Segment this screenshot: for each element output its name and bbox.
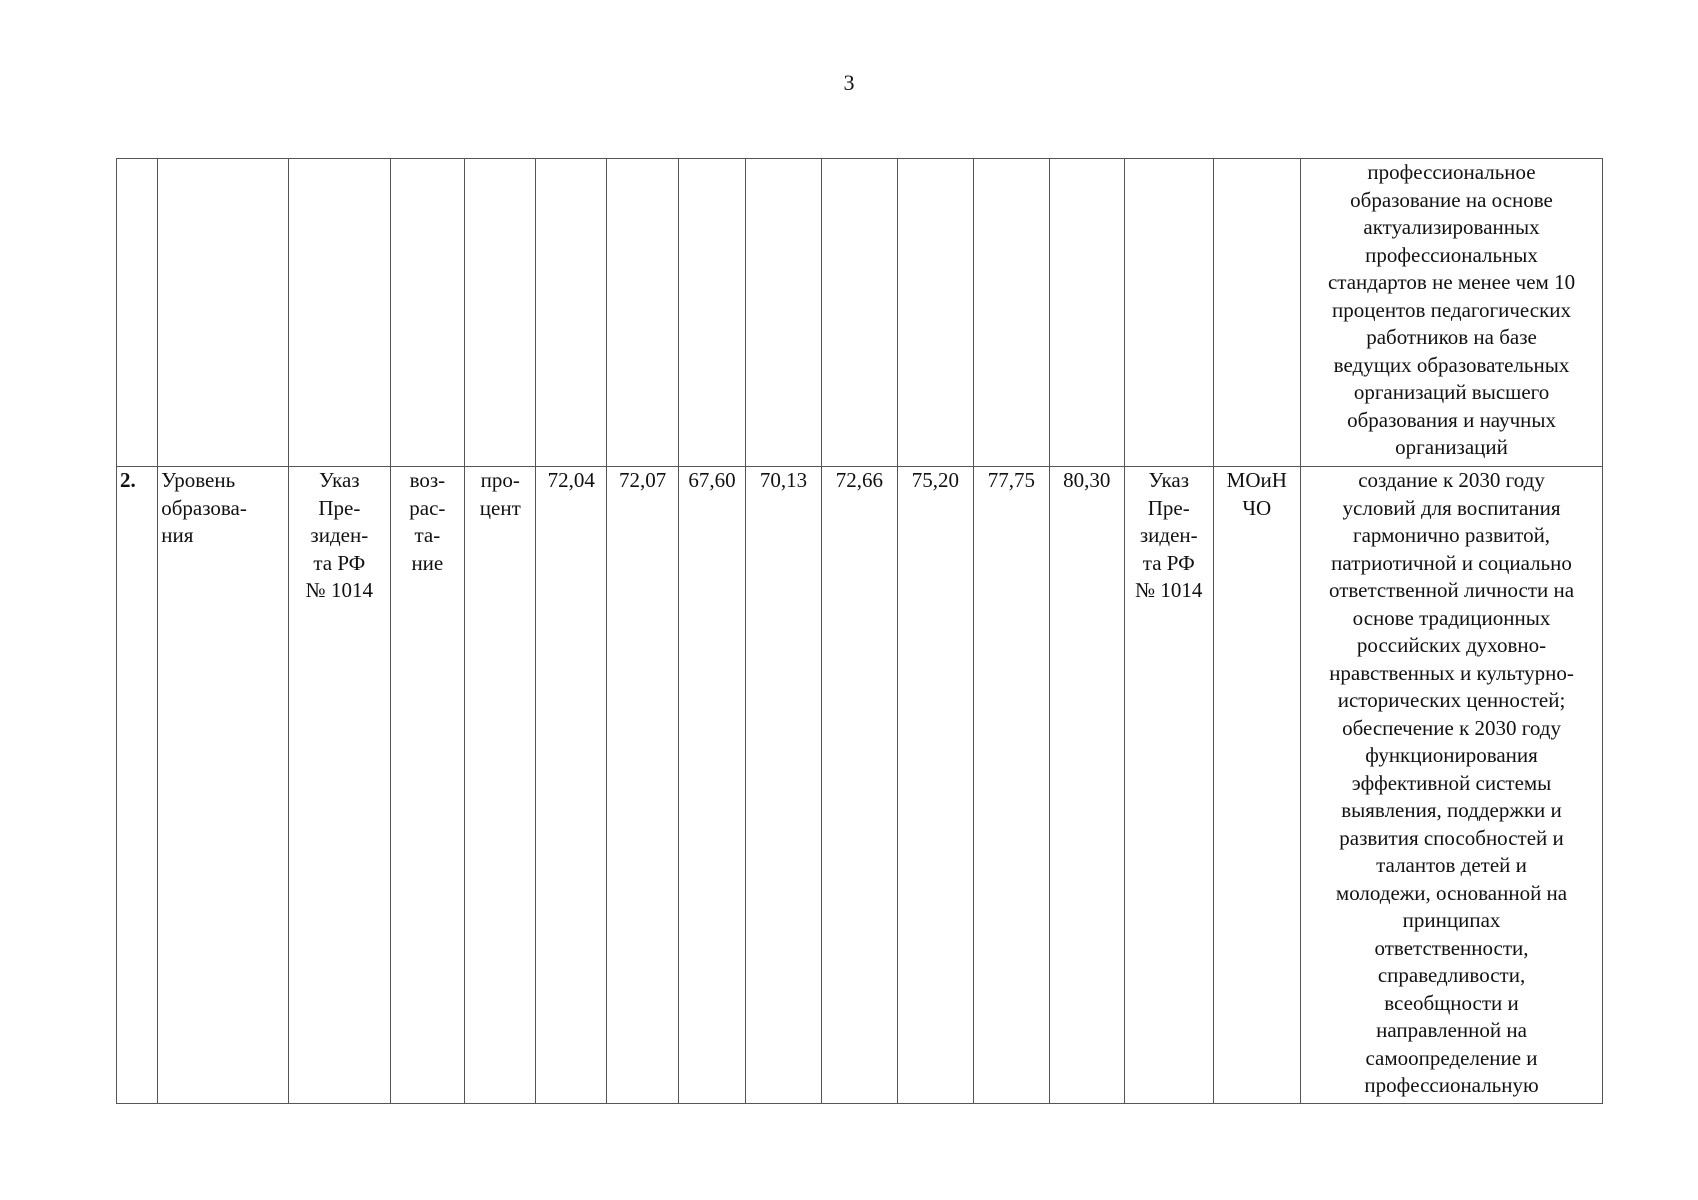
- value-cell: 75,20: [897, 467, 973, 1104]
- value-cell: [536, 159, 606, 467]
- trend-cell: воз- рас- та- ние: [390, 467, 464, 1104]
- document-cell: [1125, 159, 1214, 467]
- trend-cell: [390, 159, 464, 467]
- page-number: 3: [843, 70, 855, 95]
- value-cell: [679, 159, 745, 467]
- indicators-table: [116, 158, 1603, 1104]
- indicator-name: [158, 159, 289, 467]
- unit-cell: [465, 159, 536, 467]
- row-number: 2.: [117, 467, 158, 1104]
- responsible-cell: [1213, 159, 1301, 467]
- value-cell: [974, 159, 1049, 467]
- table-row: [117, 159, 1603, 467]
- value-cell: [897, 159, 973, 467]
- basis-cell: [289, 159, 391, 467]
- document-cell: Указ Пре- зиден- та РФ № 1014: [1125, 467, 1214, 1104]
- value-cell: 67,60: [679, 467, 745, 1104]
- value-cell: [1049, 159, 1124, 467]
- value-cell: [745, 159, 821, 467]
- goal-cell: профессиональное образование на основе актуализированных профессиональных стандартов не менее чем 10 процентов педагогических работников на базе ведущих образовательных организаций высшего образования и научных организаций: [1301, 159, 1603, 467]
- indicator-name: Уровень образова- ния: [158, 467, 289, 1104]
- value-cell: 70,13: [745, 467, 821, 1104]
- value-cell: 77,75: [974, 467, 1049, 1104]
- value-cell: 72,66: [822, 467, 897, 1104]
- responsible-cell: МОиН ЧО: [1213, 467, 1301, 1104]
- goal-cell: создание к 2030 году условий для воспитания гармонично развитой, патриотичной и социально ответственной личности на основе традиционных российских духовно- нравственных и культурно- исторических ценностей; обеспечение к 2030 году функционирования эффективной системы выявления, поддержки и развития способностей и талантов детей и молодежи, основанной на принципах ответственности, справедливости, всеобщности и направленной на самоопределение и профессиональную: [1301, 467, 1603, 1104]
- row-number: [117, 159, 158, 467]
- value-cell: [822, 159, 897, 467]
- basis-cell: Указ Пре- зиден- та РФ № 1014: [289, 467, 391, 1104]
- table-row: [117, 467, 1603, 1104]
- value-cell: 80,30: [1049, 467, 1124, 1104]
- value-cell: [606, 159, 678, 467]
- value-cell: 72,07: [606, 467, 678, 1104]
- unit-cell: про- цент: [465, 467, 536, 1104]
- value-cell: 72,04: [536, 467, 606, 1104]
